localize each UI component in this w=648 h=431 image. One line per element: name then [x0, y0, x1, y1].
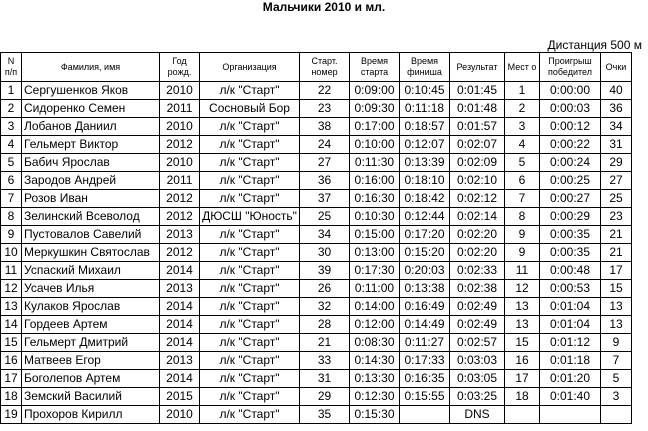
cell-name[interactable]: Бабич Ярослав [22, 154, 160, 172]
cell-year[interactable]: 2014 [160, 334, 200, 352]
cell-year[interactable]: 2015 [160, 388, 200, 406]
cell-behind[interactable]: 0:01:18 [540, 352, 601, 370]
cell-behind[interactable]: 0:01:40 [540, 388, 601, 406]
cell-bib[interactable]: 27 [300, 154, 350, 172]
table-row[interactable] [1, 280, 632, 298]
cell-result[interactable]: 0:03:03 [450, 352, 505, 370]
cell-points[interactable]: 29 [601, 154, 632, 172]
cell-place[interactable]: 17 [505, 370, 540, 388]
cell-start[interactable]: 0:11:30 [350, 154, 400, 172]
cell-org[interactable]: л/к "Старт" [200, 118, 300, 136]
cell-points[interactable]: 3 [601, 388, 632, 406]
cell-points[interactable] [601, 406, 632, 424]
cell-points[interactable]: 15 [601, 280, 632, 298]
cell-num[interactable]: 9 [1, 226, 22, 244]
cell-start[interactable]: 0:14:00 [350, 298, 400, 316]
cell-year[interactable]: 2014 [160, 262, 200, 280]
cell-points[interactable]: 36 [601, 100, 632, 118]
cell-name[interactable]: Гордеев Артем [22, 316, 160, 334]
cell-num[interactable]: 13 [1, 298, 22, 316]
table-row[interactable] [1, 244, 632, 262]
table-row[interactable] [1, 316, 632, 334]
cell-points[interactable]: 17 [601, 262, 632, 280]
cell-finish[interactable]: 0:13:38 [400, 280, 450, 298]
cell-num[interactable]: 11 [1, 262, 22, 280]
cell-finish[interactable]: 0:13:39 [400, 154, 450, 172]
cell-behind[interactable]: 0:01:20 [540, 370, 601, 388]
header-points: Очки [601, 53, 632, 82]
cell-result[interactable]: 0:02:20 [450, 244, 505, 262]
cell-place[interactable]: 8 [505, 208, 540, 226]
cell-points[interactable]: 25 [601, 190, 632, 208]
cell-bib[interactable]: 39 [300, 262, 350, 280]
cell-start[interactable]: 0:13:00 [350, 244, 400, 262]
cell-org[interactable]: л/к "Старт" [200, 82, 300, 100]
cell-place[interactable]: 13 [505, 298, 540, 316]
cell-bib[interactable]: 29 [300, 388, 350, 406]
cell-bib[interactable]: 28 [300, 316, 350, 334]
cell-place[interactable]: 1 [505, 82, 540, 100]
cell-result[interactable]: 0:02:49 [450, 298, 505, 316]
cell-org[interactable]: л/к "Старт" [200, 262, 300, 280]
cell-org[interactable]: ДЮСШ "Юность" [200, 208, 300, 226]
cell-finish[interactable] [400, 406, 450, 424]
cell-org[interactable]: л/к "Старт" [200, 334, 300, 352]
cell-start[interactable]: 0:16:00 [350, 172, 400, 190]
cell-result[interactable]: 0:02:14 [450, 208, 505, 226]
cell-finish[interactable]: 0:20:03 [400, 262, 450, 280]
table-row[interactable] [1, 154, 632, 172]
cell-org[interactable]: л/к "Старт" [200, 190, 300, 208]
cell-name[interactable]: Зелинский Всеволод [22, 208, 160, 226]
cell-behind[interactable]: 0:00:24 [540, 154, 601, 172]
cell-behind[interactable]: 0:00:48 [540, 262, 601, 280]
cell-behind[interactable]: 0:00:35 [540, 244, 601, 262]
cell-points[interactable]: 31 [601, 136, 632, 154]
cell-num[interactable]: 19 [1, 406, 22, 424]
cell-result[interactable]: 0:02:10 [450, 172, 505, 190]
cell-num[interactable]: 2 [1, 100, 22, 118]
cell-name[interactable]: Лобанов Даниил [22, 118, 160, 136]
cell-result[interactable]: 0:01:45 [450, 82, 505, 100]
cell-result[interactable]: DNS [450, 406, 505, 424]
cell-bib[interactable]: 26 [300, 280, 350, 298]
cell-points[interactable]: 13 [601, 316, 632, 334]
distance-label: Дистанция 500 м [547, 38, 642, 52]
cell-start[interactable]: 0:16:30 [350, 190, 400, 208]
cell-bib[interactable]: 36 [300, 172, 350, 190]
cell-num[interactable]: 16 [1, 352, 22, 370]
cell-finish[interactable]: 0:16:35 [400, 370, 450, 388]
cell-result[interactable]: 0:02:09 [450, 154, 505, 172]
cell-points[interactable]: 9 [601, 334, 632, 352]
cell-year[interactable]: 2013 [160, 226, 200, 244]
cell-finish[interactable]: 0:18:42 [400, 190, 450, 208]
cell-org[interactable]: л/к "Старт" [200, 154, 300, 172]
header-start: Время старта [350, 53, 400, 82]
cell-place[interactable]: 4 [505, 136, 540, 154]
cell-result[interactable]: 0:02:33 [450, 262, 505, 280]
cell-bib[interactable]: 21 [300, 334, 350, 352]
cell-behind[interactable]: 0:01:04 [540, 316, 601, 334]
cell-place[interactable]: 2 [505, 100, 540, 118]
cell-name[interactable]: Кулаков Ярослав [22, 298, 160, 316]
cell-place[interactable]: 7 [505, 190, 540, 208]
cell-behind[interactable]: 0:01:04 [540, 298, 601, 316]
cell-name[interactable]: Гельмерт Виктор [22, 136, 160, 154]
cell-place[interactable]: 6 [505, 172, 540, 190]
cell-start[interactable]: 0:10:00 [350, 136, 400, 154]
cell-num[interactable]: 3 [1, 118, 22, 136]
cell-bib[interactable]: 32 [300, 298, 350, 316]
cell-year[interactable]: 2012 [160, 136, 200, 154]
sheet-title: Мальчики 2010 и мл. [262, 0, 386, 14]
cell-place[interactable]: 11 [505, 262, 540, 280]
cell-points[interactable]: 5 [601, 370, 632, 388]
cell-name[interactable]: Прохоров Кирилл [22, 406, 160, 424]
cell-finish[interactable]: 0:17:20 [400, 226, 450, 244]
cell-num[interactable]: 17 [1, 370, 22, 388]
table-row[interactable] [1, 388, 632, 406]
cell-org[interactable]: л/к "Старт" [200, 388, 300, 406]
cell-org[interactable]: л/к "Старт" [200, 406, 300, 424]
table-row[interactable] [1, 298, 632, 316]
cell-bib[interactable]: 38 [300, 118, 350, 136]
cell-name[interactable]: Матвеев Егор [22, 352, 160, 370]
cell-points[interactable]: 13 [601, 298, 632, 316]
cell-org[interactable]: л/к "Старт" [200, 226, 300, 244]
cell-bib[interactable]: 30 [300, 244, 350, 262]
cell-year[interactable]: 2014 [160, 370, 200, 388]
cell-finish[interactable]: 0:15:55 [400, 388, 450, 406]
cell-num[interactable]: 6 [1, 172, 22, 190]
cell-org[interactable]: л/к "Старт" [200, 280, 300, 298]
cell-num[interactable]: 8 [1, 208, 22, 226]
cell-bib[interactable]: 31 [300, 370, 350, 388]
table-row[interactable] [1, 406, 632, 424]
table-row[interactable] [1, 172, 632, 190]
cell-year[interactable]: 2013 [160, 352, 200, 370]
header-year: Год рожд. [160, 53, 200, 82]
table-row[interactable] [1, 334, 632, 352]
cell-points[interactable]: 7 [601, 352, 632, 370]
cell-bib[interactable]: 24 [300, 136, 350, 154]
cell-place[interactable]: 18 [505, 388, 540, 406]
cell-name[interactable]: Сидоренко Семен [22, 100, 160, 118]
cell-result[interactable]: 0:01:57 [450, 118, 505, 136]
cell-behind[interactable]: 0:01:12 [540, 334, 601, 352]
cell-year[interactable]: 2011 [160, 100, 200, 118]
cell-behind[interactable] [540, 406, 601, 424]
table-row[interactable] [1, 208, 632, 226]
cell-finish[interactable]: 0:11:27 [400, 334, 450, 352]
cell-start[interactable]: 0:17:30 [350, 262, 400, 280]
cell-org[interactable]: Сосновый Бор [200, 100, 300, 118]
table-row[interactable] [1, 370, 632, 388]
cell-name[interactable]: Меркушкин Святослав [22, 244, 160, 262]
header-finish: Время финиша [400, 53, 450, 82]
cell-bib[interactable]: 23 [300, 100, 350, 118]
cell-start[interactable]: 0:11:00 [350, 280, 400, 298]
cell-behind[interactable]: 0:00:22 [540, 136, 601, 154]
cell-num[interactable]: 14 [1, 316, 22, 334]
cell-year[interactable]: 2011 [160, 172, 200, 190]
cell-year[interactable]: 2010 [160, 154, 200, 172]
table-row[interactable] [1, 100, 632, 118]
cell-result[interactable]: 0:02:38 [450, 280, 505, 298]
cell-start[interactable]: 0:12:30 [350, 388, 400, 406]
cell-name[interactable]: Гельмерт Дмитрий [22, 334, 160, 352]
results-table [0, 52, 632, 424]
cell-result[interactable]: 0:02:49 [450, 316, 505, 334]
cell-start[interactable]: 0:13:30 [350, 370, 400, 388]
cell-place[interactable]: 12 [505, 280, 540, 298]
cell-finish[interactable]: 0:12:07 [400, 136, 450, 154]
cell-place[interactable]: 13 [505, 316, 540, 334]
cell-start[interactable]: 0:14:30 [350, 352, 400, 370]
cell-start[interactable]: 0:08:30 [350, 334, 400, 352]
cell-finish[interactable]: 0:10:45 [400, 82, 450, 100]
cell-behind[interactable]: 0:00:35 [540, 226, 601, 244]
header-bib: Старт. номер [300, 53, 350, 82]
cell-year[interactable]: 2014 [160, 298, 200, 316]
cell-place[interactable]: 9 [505, 244, 540, 262]
cell-name[interactable]: Розов Иван [22, 190, 160, 208]
table-row[interactable] [1, 118, 632, 136]
cell-points[interactable]: 21 [601, 244, 632, 262]
cell-org[interactable]: л/к "Старт" [200, 352, 300, 370]
cell-result[interactable]: 0:01:48 [450, 100, 505, 118]
cell-name[interactable]: Успаский Михаил [22, 262, 160, 280]
table-row[interactable] [1, 352, 632, 370]
cell-year[interactable]: 2014 [160, 316, 200, 334]
cell-year[interactable]: 2012 [160, 190, 200, 208]
cell-result[interactable]: 0:03:25 [450, 388, 505, 406]
cell-points[interactable]: 21 [601, 226, 632, 244]
cell-place[interactable]: 5 [505, 154, 540, 172]
cell-finish[interactable]: 0:12:44 [400, 208, 450, 226]
cell-bib[interactable]: 37 [300, 190, 350, 208]
cell-bib[interactable]: 35 [300, 406, 350, 424]
cell-place[interactable] [505, 406, 540, 424]
cell-num[interactable]: 1 [1, 82, 22, 100]
cell-place[interactable]: 9 [505, 226, 540, 244]
cell-finish[interactable]: 0:14:49 [400, 316, 450, 334]
cell-bib[interactable]: 22 [300, 82, 350, 100]
cell-behind[interactable]: 0:00:03 [540, 100, 601, 118]
cell-start[interactable]: 0:09:00 [350, 82, 400, 100]
cell-org[interactable]: л/к "Старт" [200, 316, 300, 334]
cell-finish[interactable]: 0:11:18 [400, 100, 450, 118]
cell-result[interactable]: 0:03:05 [450, 370, 505, 388]
cell-start[interactable]: 0:15:00 [350, 226, 400, 244]
table-row[interactable] [1, 82, 632, 100]
cell-start[interactable]: 0:12:00 [350, 316, 400, 334]
cell-finish[interactable]: 0:18:57 [400, 118, 450, 136]
table-row[interactable] [1, 262, 632, 280]
cell-result[interactable]: 0:02:57 [450, 334, 505, 352]
cell-org[interactable]: л/к "Старт" [200, 370, 300, 388]
header-org: Организация [200, 53, 300, 82]
cell-behind[interactable]: 0:00:25 [540, 172, 601, 190]
cell-bib[interactable]: 33 [300, 352, 350, 370]
cell-name[interactable]: Зародов Андрей [22, 172, 160, 190]
header-place: Мест о [505, 53, 540, 82]
table-row[interactable] [1, 190, 632, 208]
cell-num[interactable]: 10 [1, 244, 22, 262]
cell-finish[interactable]: 0:16:49 [400, 298, 450, 316]
cell-org[interactable]: л/к "Старт" [200, 172, 300, 190]
cell-start[interactable]: 0:17:00 [350, 118, 400, 136]
cell-result[interactable]: 0:02:07 [450, 136, 505, 154]
cell-place[interactable]: 15 [505, 334, 540, 352]
cell-org[interactable]: л/к "Старт" [200, 136, 300, 154]
table-row[interactable] [1, 136, 632, 154]
cell-num[interactable]: 15 [1, 334, 22, 352]
cell-start[interactable]: 0:10:30 [350, 208, 400, 226]
cell-num[interactable]: 4 [1, 136, 22, 154]
header-num: N п/п [1, 53, 22, 82]
cell-behind[interactable]: 0:00:29 [540, 208, 601, 226]
cell-name[interactable]: Сергушенков Яков [22, 82, 160, 100]
cell-name[interactable]: Земский Василий [22, 388, 160, 406]
cell-num[interactable]: 18 [1, 388, 22, 406]
header-result: Результат [450, 53, 505, 82]
cell-name[interactable]: Усачев Илья [22, 280, 160, 298]
cell-place[interactable]: 3 [505, 118, 540, 136]
cell-name[interactable]: Пустовалов Савелий [22, 226, 160, 244]
cell-points[interactable]: 40 [601, 82, 632, 100]
cell-year[interactable]: 2012 [160, 244, 200, 262]
cell-points[interactable]: 27 [601, 172, 632, 190]
cell-result[interactable]: 0:02:20 [450, 226, 505, 244]
cell-name[interactable]: Боголепов Артем [22, 370, 160, 388]
cell-finish[interactable]: 0:17:33 [400, 352, 450, 370]
header-name: Фамилия, имя [22, 53, 160, 82]
cell-points[interactable]: 23 [601, 208, 632, 226]
cell-num[interactable]: 5 [1, 154, 22, 172]
cell-year[interactable]: 2013 [160, 280, 200, 298]
cell-org[interactable]: л/к "Старт" [200, 298, 300, 316]
cell-bib[interactable]: 25 [300, 208, 350, 226]
cell-behind[interactable]: 0:00:12 [540, 118, 601, 136]
cell-behind[interactable]: 0:00:53 [540, 280, 601, 298]
cell-start[interactable]: 0:15:30 [350, 406, 400, 424]
cell-year[interactable]: 2010 [160, 406, 200, 424]
cell-start[interactable]: 0:09:30 [350, 100, 400, 118]
cell-bib[interactable]: 34 [300, 226, 350, 244]
header-row [1, 53, 632, 82]
cell-place[interactable]: 16 [505, 352, 540, 370]
cell-behind[interactable]: 0:00:00 [540, 82, 601, 100]
cell-num[interactable]: 7 [1, 190, 22, 208]
cell-year[interactable]: 2012 [160, 208, 200, 226]
cell-finish[interactable]: 0:18:10 [400, 172, 450, 190]
cell-result[interactable]: 0:02:12 [450, 190, 505, 208]
table-row[interactable] [1, 226, 632, 244]
cell-org[interactable]: л/к "Старт" [200, 244, 300, 262]
cell-num[interactable]: 12 [1, 280, 22, 298]
cell-year[interactable]: 2010 [160, 82, 200, 100]
cell-points[interactable]: 34 [601, 118, 632, 136]
cell-finish[interactable]: 0:15:20 [400, 244, 450, 262]
cell-behind[interactable]: 0:00:27 [540, 190, 601, 208]
header-behind: Проигрыш победител [540, 53, 601, 82]
cell-year[interactable]: 2010 [160, 118, 200, 136]
